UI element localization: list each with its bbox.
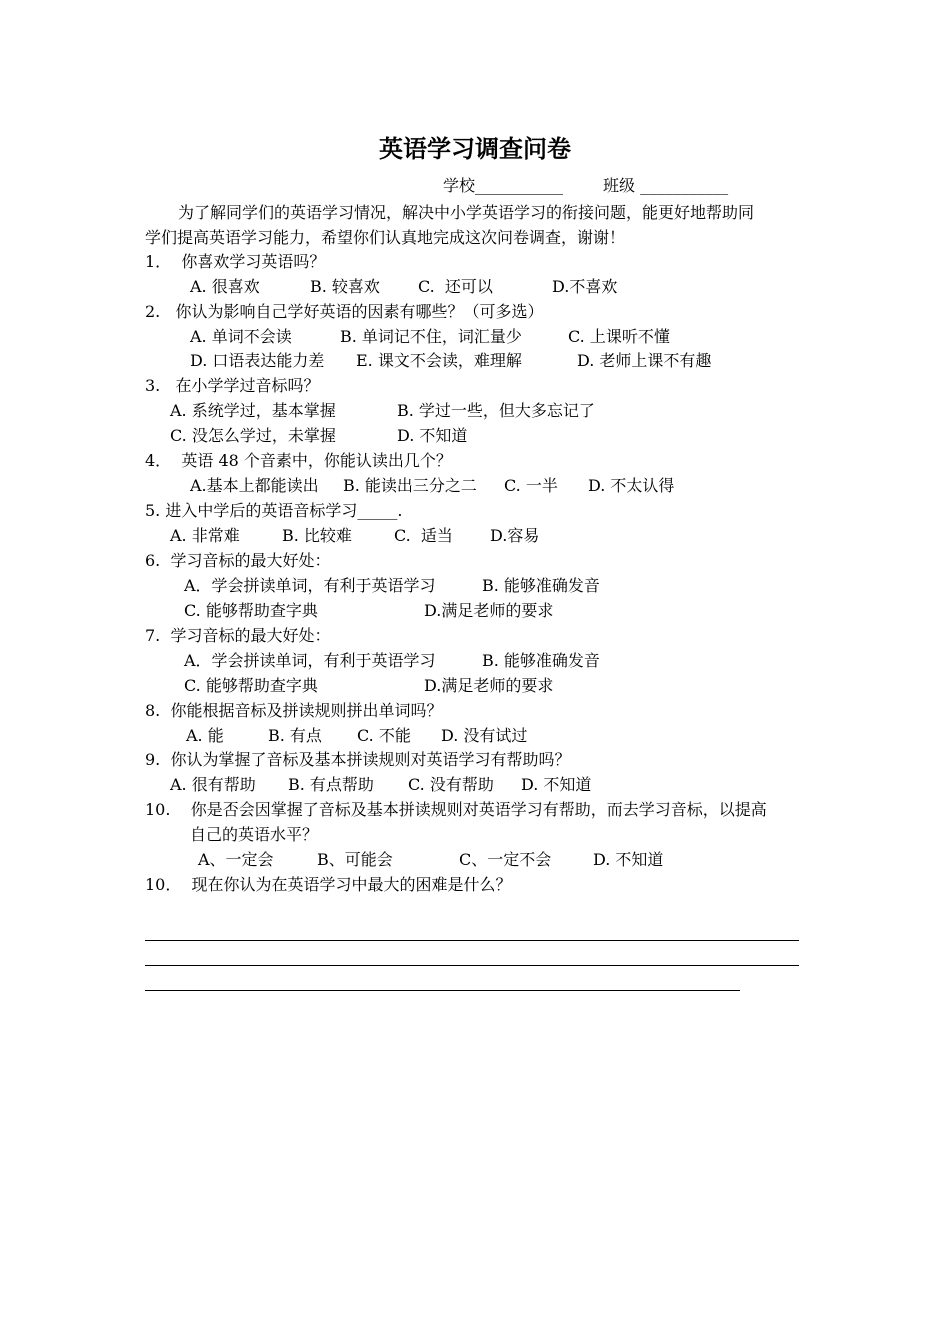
option: D.容易 (490, 526, 540, 545)
option: A. 很喜欢 (190, 277, 260, 296)
question-3: 3. 在小学学过音标吗？ (145, 376, 320, 395)
option: C. 还可以 (418, 277, 493, 296)
option: A、一定会 (198, 850, 274, 869)
answer-line[interactable] (145, 990, 740, 991)
option: A. 非常难 (170, 526, 240, 545)
option: D. 口语表达能力差 (190, 351, 325, 370)
question-4: 4． 英语 48 个音素中，你能认读出几个？ (145, 451, 452, 470)
option: B. 有点帮助 (288, 775, 374, 794)
question-11: 10． 现在你认为在英语学习中最大的困难是什么？ (145, 875, 512, 894)
option: A. 系统学过，基本掌握 (170, 401, 336, 420)
option: C. 适当 (394, 526, 453, 545)
option: D. 没有试过 (441, 726, 528, 745)
intro-text: 为了解同学们的英语学习情况，解决中小学英语学习的衔接问题，能更好地帮助同 (178, 203, 755, 222)
option: C、一定不会 (459, 850, 552, 869)
option: A. 很有帮助 (170, 775, 256, 794)
question-5: 5. 进入中学后的英语音标学习_____. (145, 501, 403, 520)
intro-text: 学们提高英语学习能力，希望你们认真地完成这次问卷调查，谢谢！ (145, 228, 626, 247)
option: B. 学过一些，但大多忘记了 (397, 401, 595, 420)
option: D. 不知道 (521, 775, 592, 794)
option: B、可能会 (317, 850, 393, 869)
question-10-cont: 自己的英语水平？ (190, 825, 319, 844)
option: E. 课文不会读，难理解 (356, 351, 522, 370)
option: D.满足老师的要求 (424, 676, 554, 695)
option: D. 不太认得 (588, 476, 675, 495)
page-title: 英语学习调查问卷 (379, 134, 571, 163)
option: B. 比较难 (282, 526, 352, 545)
option: B. 较喜欢 (310, 277, 380, 296)
option: B. 有点 (268, 726, 322, 745)
question-2: 2. 你认为影响自己学好英语的因素有哪些？（可多选） (145, 302, 544, 321)
question-6: 6. 学习音标的最大好处： (145, 551, 331, 570)
question-9: 9. 你认为掌握了音标及基本拼读规则对英语学习有帮助吗？ (145, 750, 571, 769)
question-1: 1． 你喜欢学习英语吗？ (145, 252, 326, 271)
option: C. 上课听不懂 (568, 327, 670, 346)
option: A．学会拼读单词，有利于英语学习 (184, 576, 436, 595)
option: C. 一半 (504, 476, 558, 495)
option: A．学会拼读单词，有利于英语学习 (184, 651, 436, 670)
option: C. 能够帮助查字典 (184, 601, 318, 620)
question-7: 7. 学习音标的最大好处： (145, 626, 331, 645)
answer-line[interactable] (145, 940, 799, 941)
option: C. 能够帮助查字典 (184, 676, 318, 695)
answer-line[interactable] (145, 965, 799, 966)
question-10: 10. 你是否会因掌握了音标及基本拼读规则对英语学习有帮助，而去学习音标，以提高 (145, 800, 767, 819)
option: D. 不知道 (593, 850, 664, 869)
option: B. 单词记不住，词汇量少 (340, 327, 522, 346)
option: C. 没有帮助 (408, 775, 494, 794)
school-field: 学校___________ (443, 176, 564, 195)
option: D.不喜欢 (552, 277, 618, 296)
option: A. 单词不会读 (190, 327, 292, 346)
question-8: 8. 你能根据音标及拼读规则拼出单词吗？ (145, 701, 443, 720)
option: A.基本上都能读出 (190, 476, 319, 495)
option: D. 老师上课不有趣 (577, 351, 712, 370)
option: B. 能够准确发音 (482, 651, 600, 670)
option: B. 能够准确发音 (482, 576, 600, 595)
option: C. 没怎么学过，未掌握 (170, 426, 336, 445)
class-field: 班级 ___________ (603, 176, 729, 195)
option: C. 不能 (357, 726, 411, 745)
option: D.满足老师的要求 (424, 601, 554, 620)
option: D. 不知道 (397, 426, 468, 445)
option: A. 能 (186, 726, 224, 745)
option: B. 能读出三分之二 (343, 476, 477, 495)
